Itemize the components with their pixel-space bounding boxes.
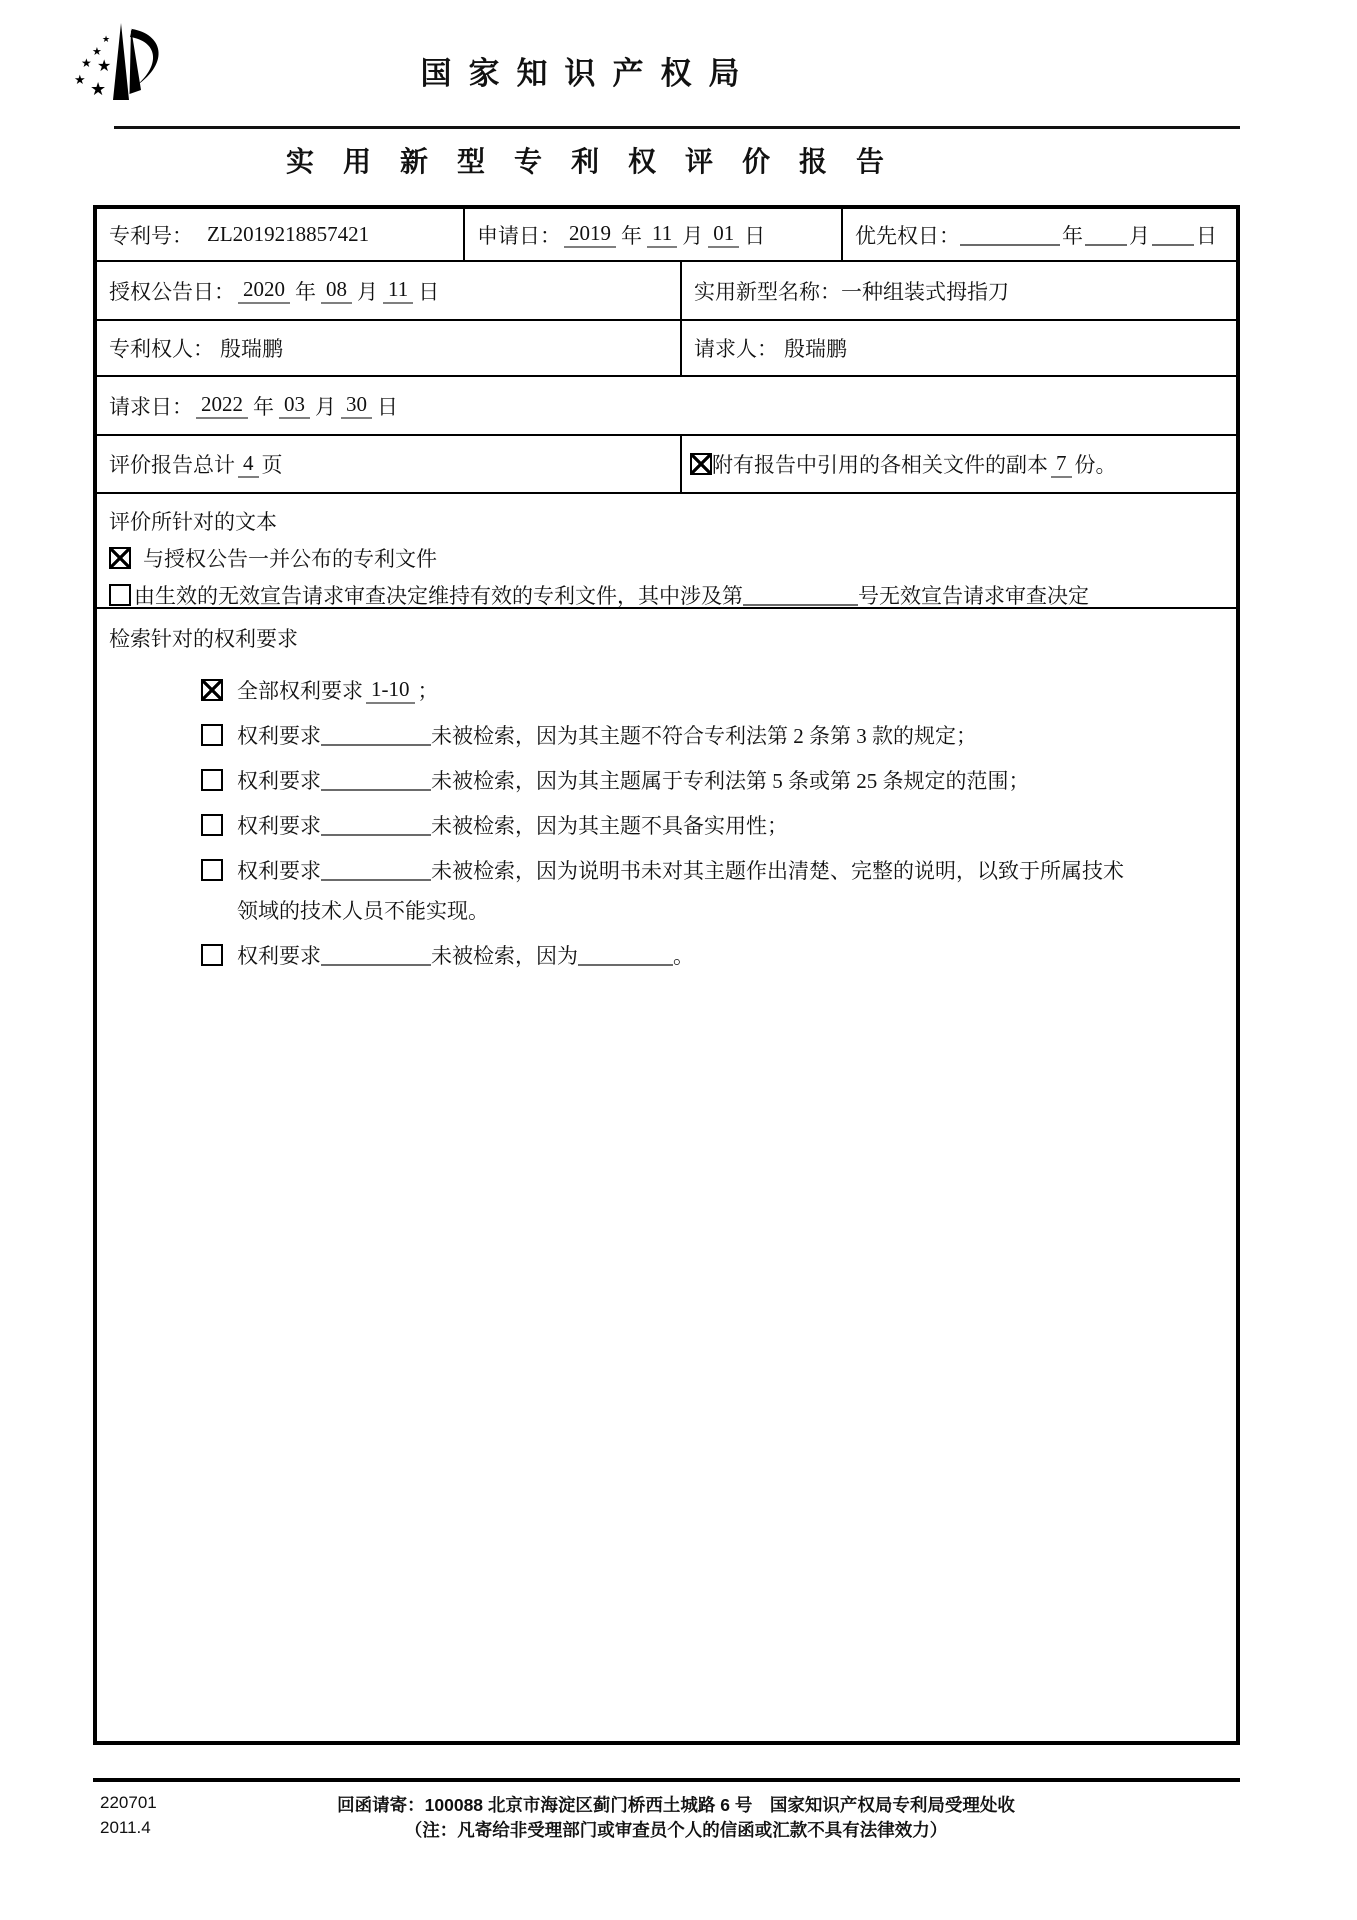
requester-value: 殷瑞鹏 xyxy=(784,337,847,361)
published-patent-label: 与授权公告一并公布的专利文件 xyxy=(143,547,437,571)
month-unit: 月 xyxy=(315,394,336,419)
claim-option-unclear-description xyxy=(201,855,1224,885)
footer-note: （注：凡寄给非受理部门或审查员个人的信函或汇款不具有法律效力） xyxy=(404,1820,948,1840)
year-unit: 年 xyxy=(253,394,274,419)
filing-day-value: 01 xyxy=(708,221,739,248)
priority-month-blank xyxy=(1085,223,1127,245)
priority-day-blank xyxy=(1152,223,1194,245)
claim-option-2-checkbox[interactable] xyxy=(201,769,223,791)
filing-date-cell xyxy=(465,209,843,260)
searched-claims-title: 检索针对的权利要求 xyxy=(109,627,298,651)
svg-text:★: ★ xyxy=(81,56,92,70)
claim-option-5-reason: 未被检索，因为 xyxy=(431,944,578,968)
year-unit: 年 xyxy=(621,223,642,248)
table-row-pages-attachments xyxy=(97,436,1236,494)
utility-name-cell xyxy=(682,262,1236,319)
footer-divider xyxy=(93,1778,1240,1782)
report-pages-cell xyxy=(97,436,682,492)
patentee-value: 殷瑞鹏 xyxy=(220,337,283,361)
claim-option-5-period: 。 xyxy=(673,944,694,968)
report-pages-suffix: 页 xyxy=(261,453,283,477)
priority-date-label: 优先权日： xyxy=(855,223,960,248)
svg-text:★: ★ xyxy=(102,34,111,44)
priority-year-blank xyxy=(960,223,1060,245)
month-unit: 月 xyxy=(1129,223,1150,248)
searched-claims-section xyxy=(97,609,1236,1741)
claim-option-article5-25 xyxy=(201,765,1224,795)
day-unit: 日 xyxy=(1196,223,1217,248)
svg-text:★: ★ xyxy=(97,58,112,75)
patent-no-label: 专利号： xyxy=(109,223,193,248)
table-row-request-date xyxy=(97,377,1236,436)
patentee-label: 专利权人： xyxy=(109,337,214,361)
claim-option-1-reason: 未被检索，因为其主题不符合专利法第 2 条第 3 款的规定； xyxy=(431,724,977,748)
all-claims-range: 1-10 xyxy=(366,677,415,704)
option-invalidation-decision xyxy=(109,580,1224,610)
claim-option-4-checkbox[interactable] xyxy=(201,859,223,881)
utility-name-value: 一种组装式拇指刀 xyxy=(841,279,1009,304)
year-unit: 年 xyxy=(1062,223,1083,248)
utility-name-label: 实用新型名称： xyxy=(694,279,841,304)
attachments-suffix: 份。 xyxy=(1074,453,1117,477)
invalidation-checkbox[interactable] xyxy=(109,584,131,606)
table-row-parties xyxy=(97,321,1236,377)
option-all-claims xyxy=(201,675,1224,705)
day-unit: 日 xyxy=(744,223,766,248)
claim-option-3-label: 权利要求 xyxy=(237,814,321,838)
svg-text:★: ★ xyxy=(74,72,86,87)
report-pages-value: 4 xyxy=(238,451,259,478)
claim-option-4-blank xyxy=(321,859,431,881)
requester-label: 请求人： xyxy=(694,337,778,361)
svg-text:★: ★ xyxy=(90,79,107,99)
grant-year-value: 2020 xyxy=(238,277,290,304)
claim-option-1-label: 权利要求 xyxy=(237,724,321,748)
all-claims-suffix: ； xyxy=(417,679,439,703)
priority-date-cell xyxy=(843,209,1236,260)
filing-year-value: 2019 xyxy=(564,221,616,248)
grant-day-value: 11 xyxy=(383,277,413,304)
invalidation-text-after: 号无效宣告请求审查决定 xyxy=(858,584,1089,608)
request-year-value: 2022 xyxy=(196,392,248,419)
claim-option-5-checkbox[interactable] xyxy=(201,944,223,966)
request-day-value: 30 xyxy=(341,392,372,419)
option-published-patent-file xyxy=(109,543,1224,573)
patent-no-value: ZL2019218857421 xyxy=(207,222,370,246)
month-unit: 月 xyxy=(682,223,704,248)
year-unit: 年 xyxy=(295,279,316,304)
report-pages-prefix: 评价报告总计 xyxy=(109,453,235,477)
claim-option-3-reason: 未被检索，因为其主题不具备实用性； xyxy=(431,814,788,838)
form-code: 220701 xyxy=(100,1793,157,1812)
request-date-label: 请求日： xyxy=(109,394,193,419)
requester-cell xyxy=(682,321,1236,375)
svg-text:★: ★ xyxy=(92,46,102,58)
invalidation-text-before: 由生效的无效宣告请求审查决定维持有效的专利文件，其中涉及第 xyxy=(134,584,743,608)
evaluated-text-section xyxy=(97,494,1236,609)
claim-option-4-reason-line2: 领域的技术人员不能实现。 xyxy=(237,899,489,923)
filing-date-label: 申请日： xyxy=(477,223,561,248)
mailing-address: 回函请寄：100088 北京市海淀区蓟门桥西土城路 6 号 国家知识产权局专利局受理处收 xyxy=(337,1795,1015,1815)
header-divider xyxy=(114,126,1240,129)
claim-option-other-reason xyxy=(201,940,1224,970)
table-row-patent-no xyxy=(97,209,1236,262)
form-version: 2011.4 xyxy=(100,1818,151,1837)
grant-month-value: 08 xyxy=(321,277,352,304)
month-unit: 月 xyxy=(357,279,378,304)
claim-option-5-blank xyxy=(321,944,431,966)
grant-date-cell xyxy=(97,262,682,319)
report-form-table xyxy=(93,205,1240,1745)
invalidation-number-blank xyxy=(743,584,858,606)
claim-option-5-reason-blank xyxy=(578,944,673,966)
attachments-checkbox[interactable] xyxy=(690,453,712,475)
claim-option-2-reason: 未被检索，因为其主题属于专利法第 5 条或第 25 条规定的范围； xyxy=(431,769,1030,793)
patent-no-cell xyxy=(97,209,465,260)
request-date-cell xyxy=(97,377,1236,434)
all-claims-label: 全部权利要求 xyxy=(237,679,363,703)
claim-option-4-reason: 未被检索，因为说明书未对其主题作出清楚、完整的说明，以致于所属技术 xyxy=(431,859,1124,883)
claim-option-4-label: 权利要求 xyxy=(237,859,321,883)
claim-option-no-practicality xyxy=(201,810,1224,840)
claim-option-2-label: 权利要求 xyxy=(237,769,321,793)
day-unit: 日 xyxy=(418,279,440,304)
day-unit: 日 xyxy=(377,394,398,419)
claim-option-not-article2 xyxy=(201,720,1224,750)
claim-option-2-blank xyxy=(321,769,431,791)
evaluated-text-title: 评价所针对的文本 xyxy=(109,510,277,534)
claim-option-1-blank xyxy=(321,724,431,746)
filing-month-value: 11 xyxy=(647,221,677,248)
table-row-grant-date xyxy=(97,262,1236,321)
claim-option-1-checkbox[interactable] xyxy=(201,724,223,746)
request-month-value: 03 xyxy=(279,392,310,419)
patentee-cell xyxy=(97,321,682,375)
agency-title: 国家知识产权局 xyxy=(420,56,757,91)
attachments-text: 附有报告中引用的各相关文件的副本 xyxy=(712,453,1048,477)
grant-date-label: 授权公告日： xyxy=(109,279,235,304)
attachments-copies-value: 7 xyxy=(1051,451,1072,478)
attachments-cell xyxy=(682,436,1236,492)
all-claims-checkbox[interactable] xyxy=(201,679,223,701)
published-patent-checkbox[interactable] xyxy=(109,547,131,569)
claim-option-3-checkbox[interactable] xyxy=(201,814,223,836)
page-title: 实用新型专利权评价报告 xyxy=(285,147,913,178)
claim-option-5-label: 权利要求 xyxy=(237,944,321,968)
claim-option-3-blank xyxy=(321,814,431,836)
